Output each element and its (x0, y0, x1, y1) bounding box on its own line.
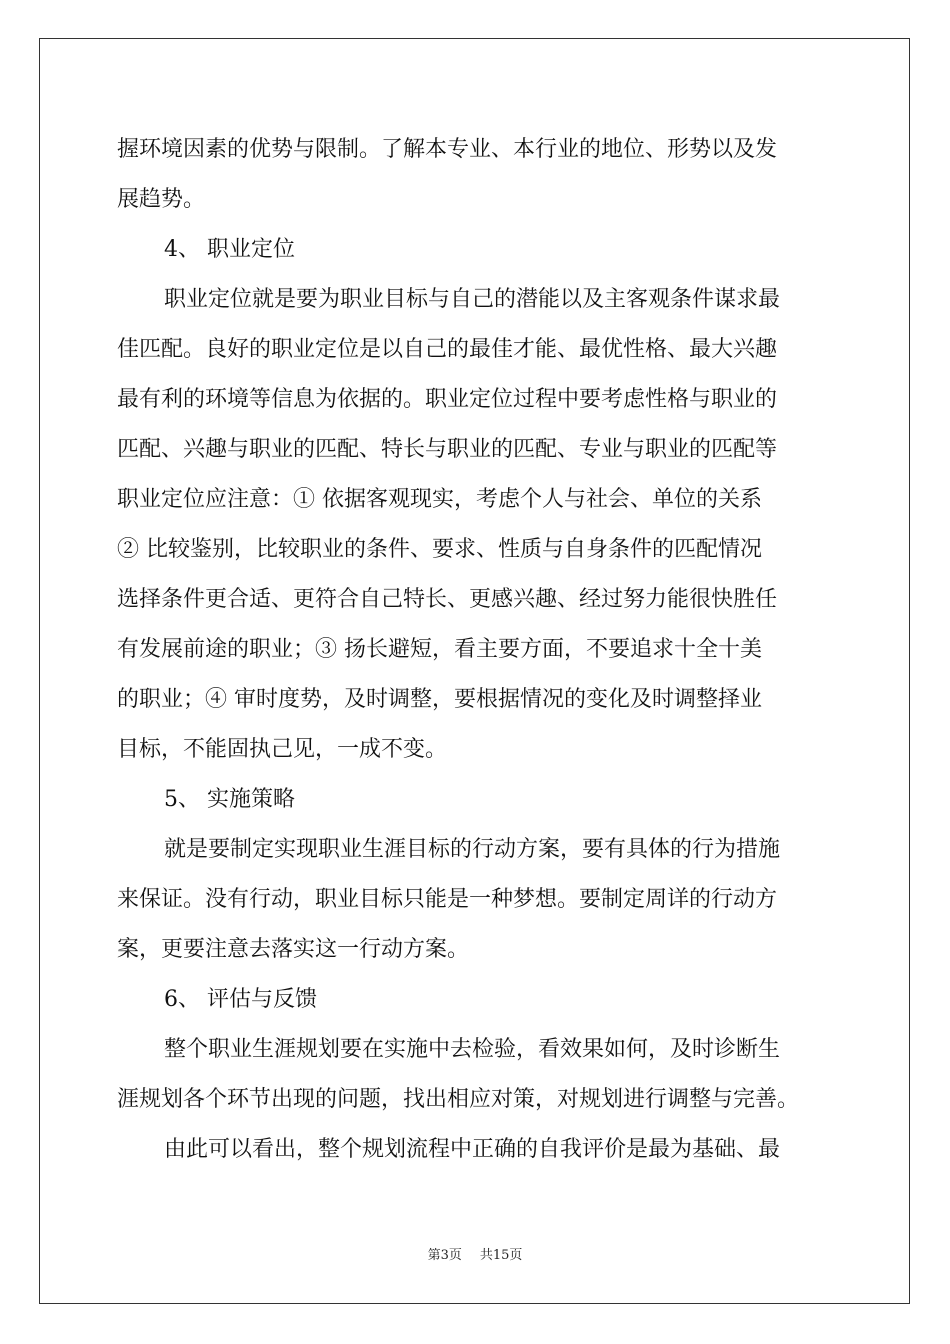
text-line: 的职业；④ 审时度势，及时调整，要根据情况的变化及时调整择业 (117, 687, 762, 712)
text-line: 涯规划各个环节出现的问题，找出相应对策，对规划进行调整与完善。 (117, 1087, 800, 1112)
text-line: 案，更要注意去落实这一行动方案。 (117, 937, 470, 962)
text-line: 有发展前途的职业；③ 扬长避短，看主要方面，不要追求十全十美 (117, 637, 762, 662)
text-line: 职业定位应注意：① 依据客观现实，考虑个人与社会、单位的关系 (117, 487, 762, 512)
text-line: 目标，不能固执己见，一成不变。 (117, 737, 448, 762)
text-line: 展趋势。 (117, 187, 206, 212)
text-line: ② 比较鉴别，比较职业的条件、要求、性质与自身条件的匹配情况 (117, 537, 762, 562)
text-line: 选择条件更合适、更符合自己特长、更感兴趣、经过努力能很快胜任 (117, 587, 778, 612)
text-line: 就是要制定实现职业生涯目标的行动方案，要有具体的行为措施 (164, 837, 781, 862)
text-line: 匹配、兴趣与职业的匹配、特长与职业的匹配、专业与职业的匹配等 (117, 437, 778, 462)
text-line: 整个职业生涯规划要在实施中去检验，看效果如何，及时诊断生 (164, 1037, 781, 1062)
text-line: 职业定位就是要为职业目标与自己的潜能以及主客观条件谋求最 (164, 287, 781, 312)
text-line: 由此可以看出，整个规划流程中正确的自我评价是最为基础、最 (164, 1137, 781, 1162)
text-line: 来保证。没有行动，职业目标只能是一种梦想。要制定周详的行动方 (117, 887, 778, 912)
page-number: 第3页 (427, 1248, 462, 1263)
section-heading: 6、 评估与反馈 (164, 987, 317, 1012)
text-line: 佳匹配。良好的职业定位是以自己的最佳才能、最优性格、最大兴趣 (117, 337, 778, 362)
text-line: 握环境因素的优势与限制。了解本专业、本行业的地位、形势以及发 (117, 137, 778, 162)
section-heading: 4、 职业定位 (164, 237, 295, 262)
total-pages: 共15页 (479, 1248, 523, 1263)
text-line: 最有利的环境等信息为依据的。职业定位过程中要考虑性格与职业的 (117, 387, 778, 412)
page-footer (0, 1247, 950, 1265)
section-heading: 5、 实施策略 (164, 787, 295, 812)
